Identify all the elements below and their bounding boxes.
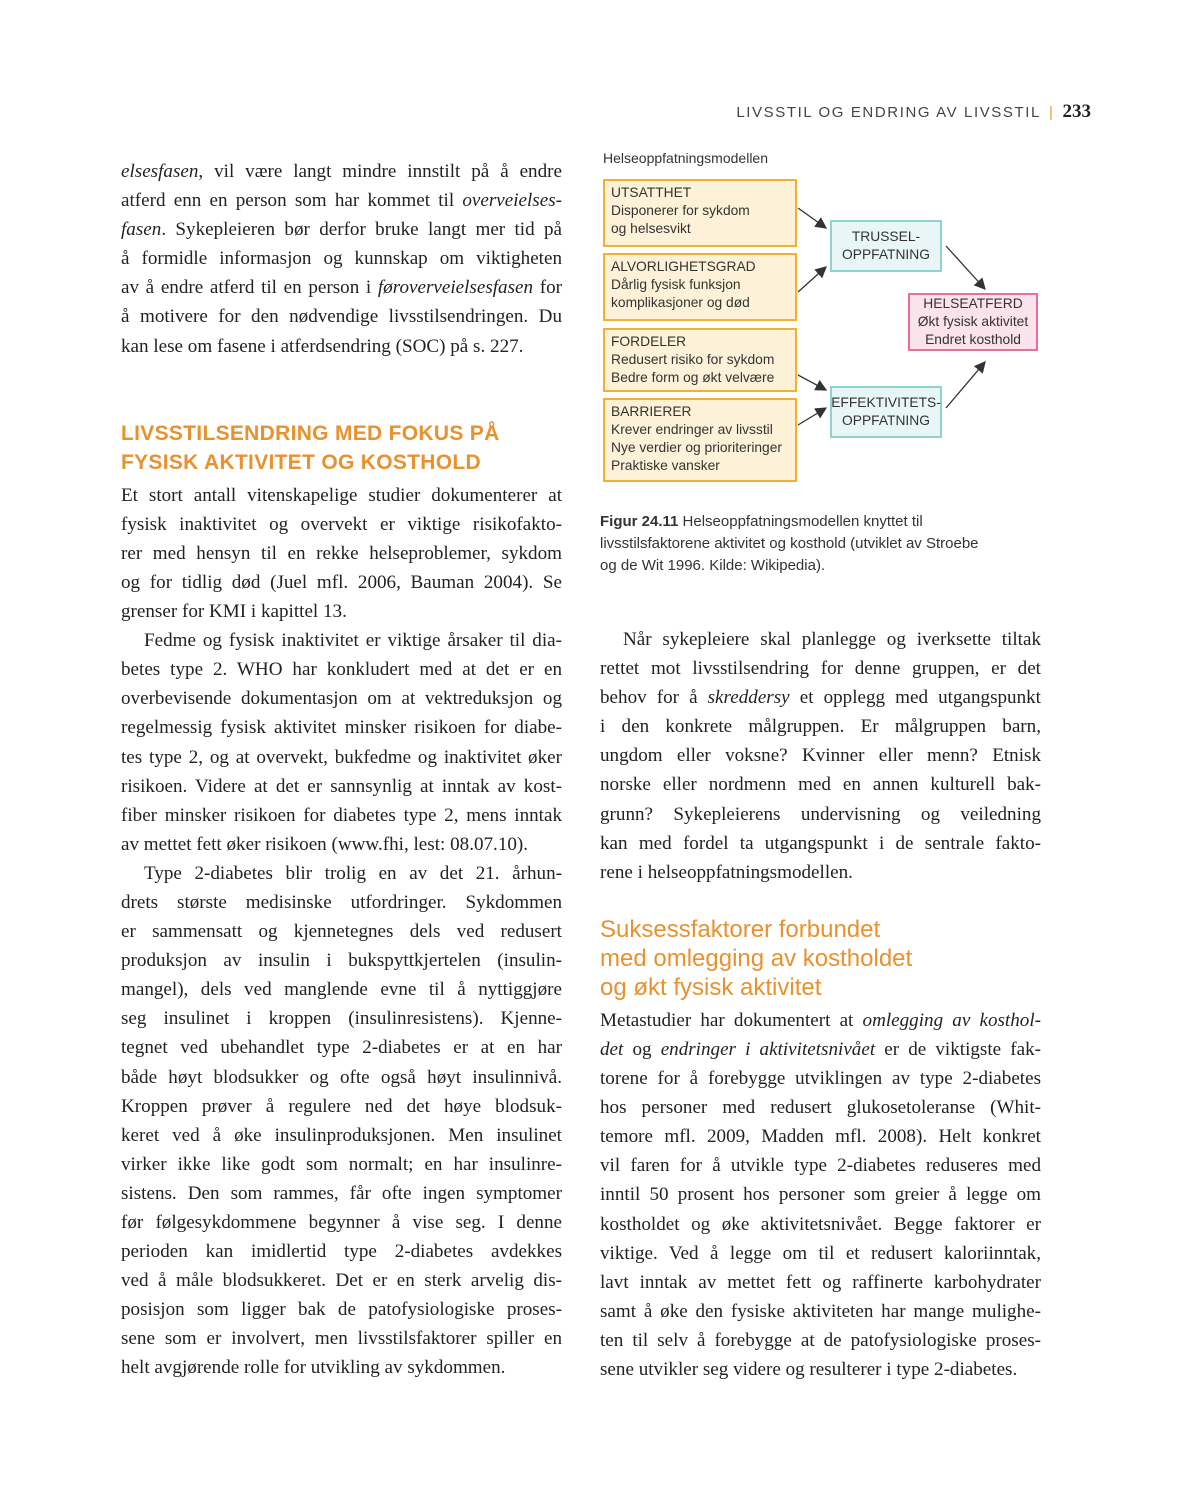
text-line: tegnet ved ubehandlet type 2-diabetes er at en har [121, 1037, 562, 1059]
text-line: elsesfasen, vil være langt mindre innstilt på å endre [121, 161, 562, 182]
text-line: virker ikke like godt som normalt; en har insulinre- [121, 1153, 562, 1175]
running-title: LIVSSTIL OG ENDRING AV LIVSSTIL [736, 104, 1041, 121]
section-heading: LIVSSTILSENDRING MED FOKUS PÅ FYSISK AKTIVITET OG KOSTHOLD [121, 421, 500, 474]
text-line: Et stort antall vitenskapelige studier dokumenterer at [121, 484, 562, 506]
text-line: grunn? Sykepleierens undervisning og veiledning [600, 803, 1041, 825]
text-line: rettet mot livsstilsendring for denne gruppen, er det [600, 658, 1041, 680]
text-line: i den konkrete målgruppen. Er målgruppen barn, [600, 716, 1041, 738]
paragraph [121, 481, 562, 626]
text-line: vil faren for å utvikle type 2-diabetes reduseres med [600, 1155, 1041, 1177]
text-line: torene for å forebygge utviklingen av type 2-diabetes [600, 1068, 1041, 1090]
text-line: av mettet fett øker risikoen (www.fhi, lest: 08.07.10). [121, 833, 529, 855]
paragraph [600, 1006, 1041, 1384]
text-line: det og endringer i aktivitetsnivået er de viktigste fak- [600, 1038, 1042, 1060]
text-line: grenser for KMI i kapittel 13. [121, 601, 347, 623]
text-line: norske eller nordmenn med en annen kulturell bak- [600, 774, 1041, 796]
box-threat-perception: TRUSSEL- OPPFATNING [830, 220, 942, 272]
text-line: Fedme og fysisk inaktivitet er viktige årsaker til dia- [144, 630, 562, 652]
paragraph [121, 859, 562, 1383]
text-line: drets største medisinske utfordringer. Sykdommen [121, 891, 562, 913]
paragraph-continuation [121, 157, 562, 361]
text-line: før følgesykdommene begynner å vise seg. I denne [121, 1212, 562, 1233]
text-line: behov for å skreddersy et opplegg med utgangspunkt [600, 687, 1041, 709]
text-line: temore mfl. 2009, Madden mfl. 2008). Helt konkret [600, 1126, 1041, 1148]
text-line: sistens. Den som rammes, får ofte ingen symptomer [121, 1182, 562, 1204]
text-line: fasen. Sykepleieren bør derfor bruke langt mer tid på [121, 219, 562, 241]
text-line: produksjon av insulin i bukspyttkjertelen (insulin- [121, 950, 562, 972]
text-line: ungdom eller voksne? Kvinner eller menn? Etnisk [600, 745, 1041, 767]
box-barriers: BARRIERER Krever endringer av livsstil Nye verdier og prioriteringer Praktiske vansker [603, 398, 797, 482]
header-separator: | [1049, 104, 1055, 121]
text-line: rer med hensyn til en rekke helseproblemer, sykdom [121, 542, 562, 564]
text-line: overbevisende dokumentasjon om at vektreduksjon og [121, 688, 562, 710]
box-health-behaviour: HELSEATFERD Økt fysisk aktivitet Endret kosthold [908, 293, 1038, 351]
text-line: hos personer med redusert glukosetoleranse (Whit- [600, 1097, 1041, 1119]
figure-title: Helseoppfatningsmodellen [603, 150, 768, 166]
text-line: kostholdet og øke aktivitetsnivået. Begge faktorer er [600, 1213, 1041, 1235]
text-line: av å endre atferd til en person i føroverveielsesfasen for [121, 277, 562, 299]
text-line: fiber minsker risikoen for diabetes type 2, mens inntak [121, 804, 562, 826]
arrow-efficacy-to-behaviour [946, 362, 985, 408]
text-line: inntil 50 prosent hos personer som greier å legge om [600, 1184, 1041, 1206]
text-line: betes type 2. WHO har konkludert med at det er en [121, 659, 562, 681]
text-line: seg insulinet i kroppen (insulinresistens). Kjenne- [121, 1008, 562, 1030]
text-line: sene som er involvert, men livsstilsfaktorer spiller en [121, 1328, 562, 1350]
text-line: Type 2-diabetes blir trolig en av det 21. århun- [144, 862, 562, 884]
text-line: tes type 2, og at overvekt, bukfedme og inaktivitet øker [121, 746, 562, 768]
text-line: helt avgjørende rolle for utvikling av sykdommen. [121, 1357, 506, 1379]
text-line: sene utvikler seg videre og resulterer i type 2-diabetes. [600, 1358, 1018, 1380]
text-line: mangel), dels ved manglende evne til å nyttiggjøre [121, 979, 562, 1001]
arrow-susceptibility-to-threat [798, 208, 826, 228]
text-line: atferd enn en person som har kommet til overveielses- [121, 190, 562, 212]
text-line: risikoen. Videre at det er sannsynlig at inntak av kost- [121, 775, 562, 797]
subsection-heading: Suksessfaktorer forbundet med omlegging av kostholdet og økt fysisk aktivitet [600, 915, 913, 1001]
arrow-severity-to-threat [798, 267, 826, 292]
text-line: og for tidlig død (Juel mfl. 2006, Bauman 2004). Se [121, 571, 562, 593]
text-line: Metastudier har dokumentert at omlegging av kosthol- [600, 1009, 1041, 1031]
text-line: Når sykepleiere skal planlegge og iverksette tiltak [623, 629, 1041, 650]
arrow-barriers-to-efficacy [798, 408, 826, 425]
figure-caption: Figur 24.11 Helseoppfatningsmodellen knyttet til livsstilsfaktorene aktivitet og kosthold (utviklet av Stroebe og de Wit 1996. Kilde: Wikipedia). [600, 513, 979, 574]
text-line: samt å øke den fysiske aktiviteten har mange mulighe- [600, 1300, 1041, 1322]
text-line: å motivere for den nødvendige livsstilsendringen. Du [121, 306, 562, 328]
right-column [600, 625, 1041, 1384]
text-line: både høyt blodsukker og ofte også høyt insulinnivå. [121, 1066, 562, 1088]
text-line: kan med fordel ta utgangspunkt i de sentrale fakto- [600, 832, 1041, 854]
paragraph [121, 626, 562, 859]
text-line: posisjon som ligger bak de patofysiologiske proses- [121, 1299, 562, 1321]
text-line: rene i helseoppfatningsmodellen. [600, 861, 853, 883]
caption-label: Figur 24.11 [600, 513, 679, 530]
health-belief-model-figure [600, 150, 1050, 490]
text-line: regelmessig fysisk aktivitet minsker risikoen for diabe- [121, 717, 562, 739]
text-line: er sammensatt og kjennetegnes dels ved redusert [121, 921, 562, 943]
arrow-benefits-to-efficacy [798, 375, 826, 390]
left-column [121, 157, 562, 1383]
text-line: perioden kan imidlertid type 2-diabetes avdekkes [121, 1241, 562, 1263]
page-number: 233 [1062, 101, 1091, 122]
paragraph [600, 625, 1041, 887]
figure-arrows [600, 150, 1050, 490]
box-benefits: FORDELER Redusert risiko for sykdom Bedre form og økt velvære [603, 328, 797, 392]
text-line: lavt inntak av mettet fett og raffinerte karbohydrater [600, 1271, 1041, 1293]
text-line: ten til selv å forebygge at de patofysiologiske proses- [600, 1329, 1041, 1351]
arrow-threat-to-behaviour [946, 246, 985, 289]
text-line: kan lese om fasene i atferdsendring (SOC) på s. 227. [121, 335, 524, 357]
text-line: viktige. Ved å legge om til et redusert kaloriinntak, [600, 1242, 1041, 1264]
running-header [736, 101, 1091, 123]
box-severity: ALVORLIGHETSGRAD Dårlig fysisk funksjon komplikasjoner og død [603, 253, 797, 321]
box-efficacy-perception: EFFEKTIVITETS- OPPFATNING [830, 386, 942, 438]
text-line: å formidle informasjon og kunnskap om viktigheten [121, 248, 562, 270]
text-line: keret ved å øke insulinproduksjonen. Men insulinet [121, 1124, 562, 1146]
text-line: Kroppen prøver å regulere ned det høye blodsuk- [121, 1095, 562, 1117]
text-line: fysisk inaktivitet og overvekt er viktige risikofakto- [121, 513, 562, 535]
box-susceptibility: UTSATTHET Disponerer for sykdom og helsesvikt [603, 179, 797, 247]
text-line: ved å måle blodsukkeret. Det er en sterk arvelig dis- [121, 1270, 562, 1292]
